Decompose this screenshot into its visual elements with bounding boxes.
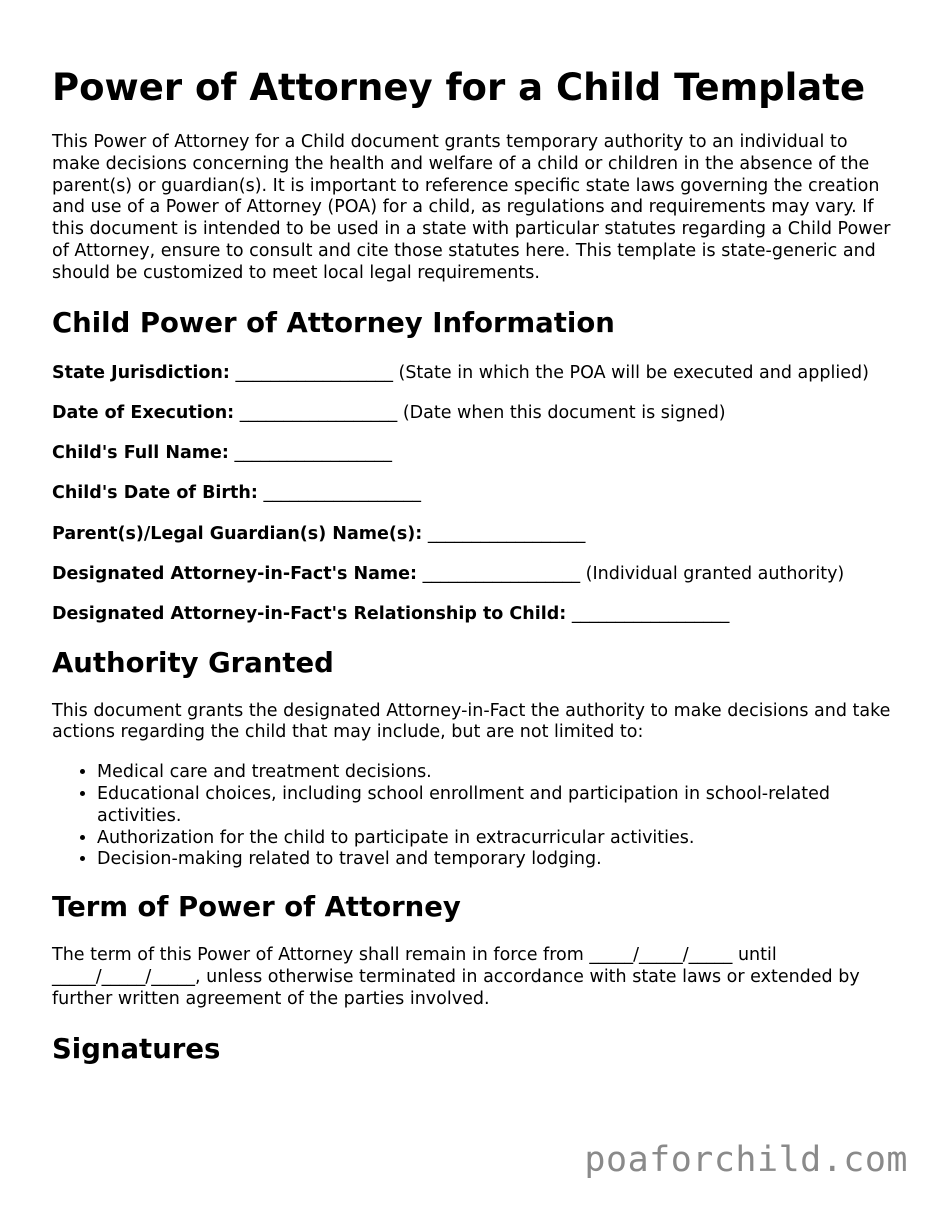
term-paragraph: The term of this Power of Attorney shall remain in force from _____/_____/_____ until _____/_____/_____, unless otherwise terminated in accordance with state laws or extended by further written agreement of the parties involved. (52, 945, 860, 1009)
term-section-heading: Term of Power of Attorney (52, 891, 461, 924)
signatures-section-heading: Signatures (52, 1032, 221, 1065)
field-label: Designated Attorney-in-Fact's Name: (52, 564, 418, 585)
field-label: State Jurisdiction: (52, 362, 230, 383)
field-child-full-name (52, 443, 892, 465)
field-value: __________________ (422, 523, 586, 544)
field-guardian-names (52, 524, 892, 546)
field-label: Parent(s)/Legal Guardian(s) Name(s): (52, 523, 423, 544)
field-value: __________________ (257, 483, 421, 504)
field-label: Child's Full Name: (52, 443, 229, 464)
info-section-heading: Child Power of Attorney Information (52, 306, 615, 339)
intro-paragraph: This Power of Attorney for a Child document grants temporary authority to an individual to make decisions concerning the health and welfare of a child or children in the absence of the parent(s) or guardian(s). It is important to reference specific state laws governing the creation and use of a Power of Attorney (POA) for a child, as regulations and requirements may vary. If this document is intended to be used in a state with particular statutes regarding a Child Power of Attorney, ensure to consult and cite those statutes here. This template is state-generic and should be customized to meet local legal requirements. (52, 132, 891, 283)
field-value: __________________ (566, 604, 730, 625)
authority-intro-paragraph: This document grants the designated Attorney-in-Fact the authority to make decisions and take actions regarding the child that may include, but are not limited to: (52, 700, 891, 743)
document-title: Power of Attorney for a Child Template (52, 66, 866, 109)
list-item: • Authorization for the child to participate in extracurricular activities. (97, 828, 892, 850)
field-child-date-of-birth (52, 483, 892, 505)
list-item: • Educational choices, including school enrollment and participation in school-related activities. (97, 784, 892, 828)
field-attorney-name (52, 564, 892, 586)
authority-list (52, 762, 892, 871)
list-item: • Medical care and treatment decisions. (97, 762, 892, 784)
authority-section-heading: Authority Granted (52, 646, 334, 679)
field-label: Date of Execution: (52, 402, 235, 423)
list-item: • Decision-making related to travel and temporary lodging. (97, 849, 892, 871)
field-state-jurisdiction (52, 363, 892, 385)
field-label: Child's Date of Birth: (52, 483, 258, 504)
field-date-of-execution (52, 403, 892, 425)
field-value: __________________ (State in which the POA will be executed and applied) (229, 362, 869, 383)
document-page (52, 62, 892, 1067)
watermark: poaforchild.com (584, 1140, 908, 1180)
field-value: __________________ (Individual granted authority) (417, 564, 845, 585)
field-value: __________________ (228, 443, 392, 464)
field-label: Designated Attorney-in-Fact's Relationship to Child: (52, 604, 567, 625)
field-attorney-relationship (52, 604, 892, 626)
field-value: __________________ (Date when this document is signed) (234, 402, 726, 423)
